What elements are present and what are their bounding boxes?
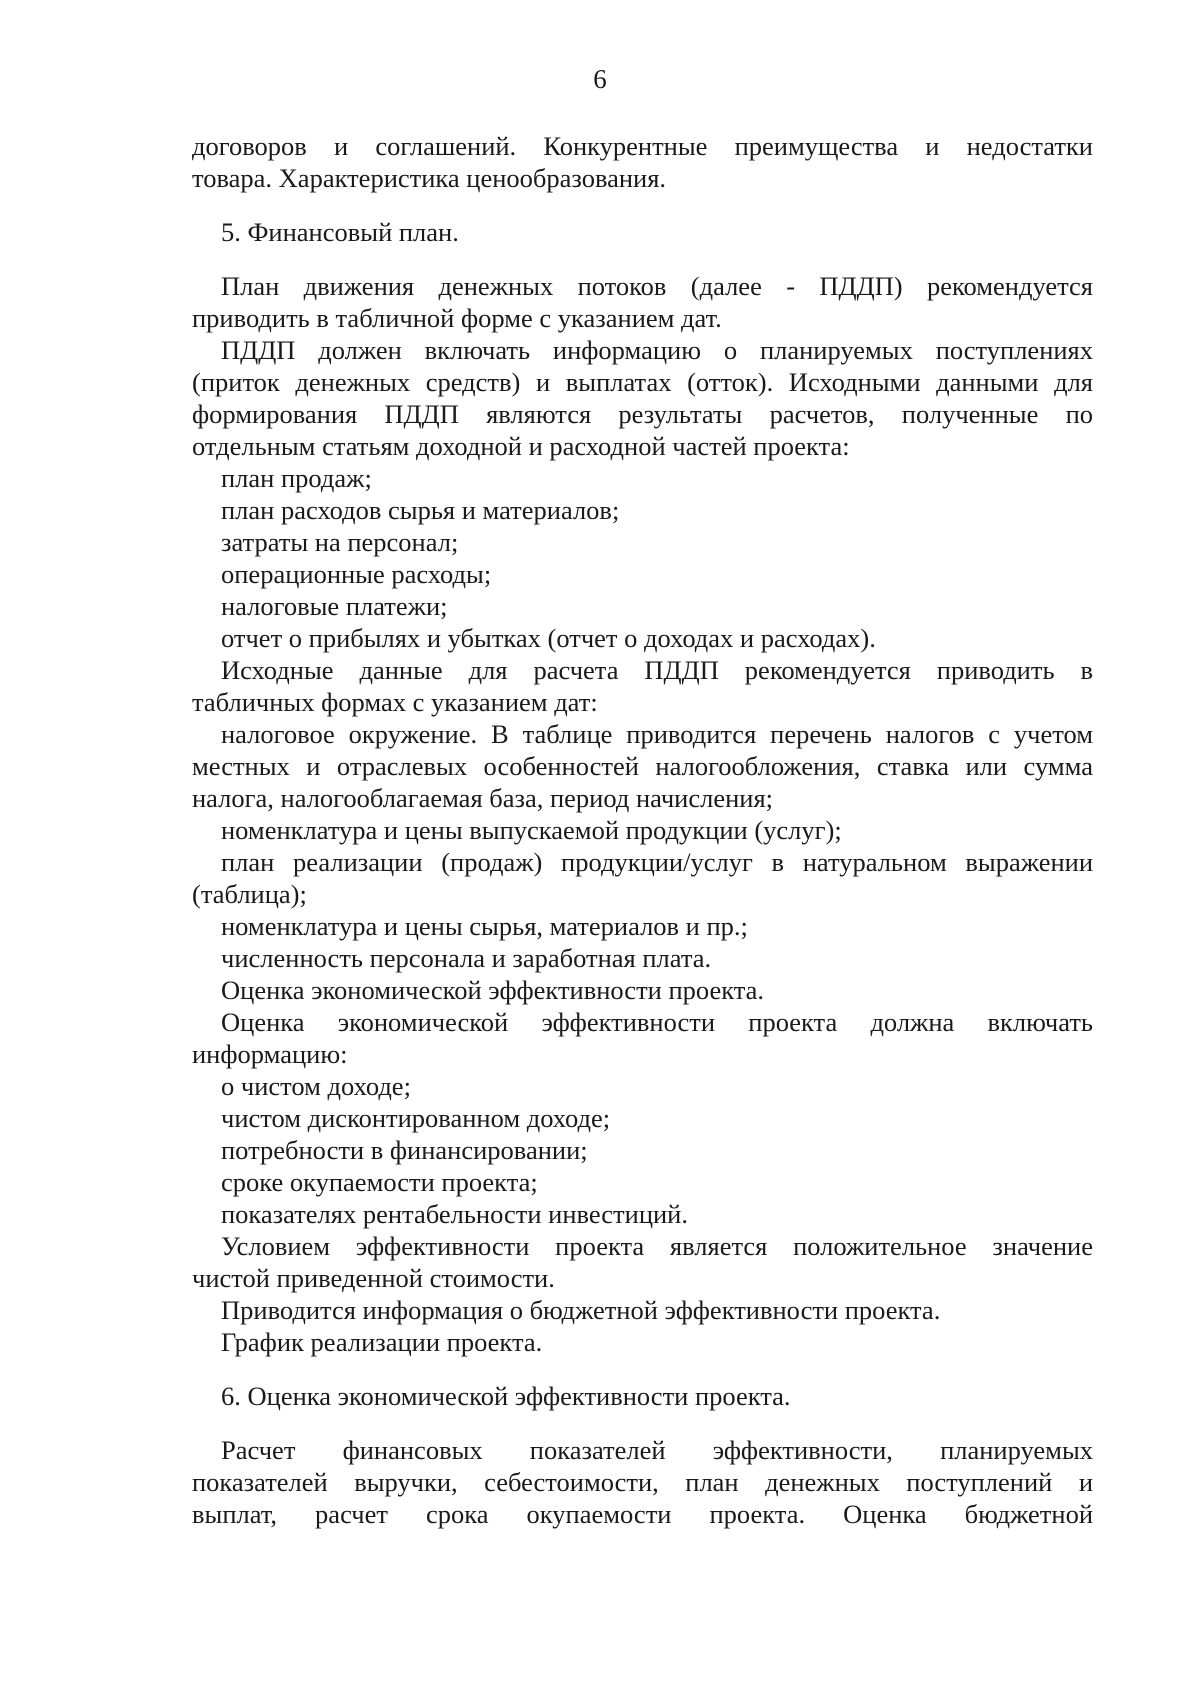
text-line: (приток денежных средств) и выплатах (отток). Исходными данными для bbox=[192, 367, 1093, 397]
text-line: местных и отраслевых особенностей налогообложения, ставка или сумма bbox=[192, 751, 1093, 781]
list-item: чистом дисконтированном доходе; bbox=[221, 1103, 611, 1133]
list-item: показателях рентабельности инвестиций. bbox=[221, 1199, 688, 1229]
list-item: отчет о прибылях и убытках (отчет о доходах и расходах). bbox=[221, 623, 876, 653]
text-line: Приводится информация о бюджетной эффективности проекта. bbox=[221, 1295, 941, 1325]
list-item: потребности в финансировании; bbox=[221, 1135, 588, 1165]
text-line: отдельным статьям доходной и расходной частей проекта: bbox=[192, 431, 850, 461]
text-line: ПДДП должен включать информацию о планируемых поступлениях bbox=[221, 335, 1093, 365]
text-line: показателей выручки, себестоимости, план денежных поступлений и bbox=[192, 1467, 1093, 1497]
section-heading-6: 6. Оценка экономической эффективности проекта. bbox=[221, 1381, 791, 1411]
list-item: налоговые платежи; bbox=[221, 591, 448, 621]
text-line: налога, налогооблагаемая база, период начисления; bbox=[192, 783, 774, 813]
list-item: план расходов сырья и материалов; bbox=[221, 495, 620, 525]
list-item: план реализации (продаж) продукции/услуг в натуральном выражении bbox=[221, 847, 1093, 877]
page-number: 6 bbox=[593, 64, 607, 94]
text-line: План движения денежных потоков (далее - ПДДП) рекомендуется bbox=[221, 271, 1093, 301]
text-line: договоров и соглашений. Конкурентные преимущества и недостатки bbox=[192, 131, 1093, 161]
list-item: численность персонала и заработная плата. bbox=[221, 943, 712, 973]
list-item: план продаж; bbox=[221, 463, 372, 493]
list-item: номенклатура и цены сырья, материалов и пр.; bbox=[221, 911, 748, 941]
list-item: операционные расходы; bbox=[221, 559, 492, 589]
section-heading-5: 5. Финансовый план. bbox=[221, 217, 459, 247]
text-line: выплат, расчет срока окупаемости проекта. Оценка бюджетной bbox=[192, 1499, 1093, 1529]
list-item: номенклатура и цены выпускаемой продукции (услуг); bbox=[221, 815, 842, 845]
text-line: Оценка экономической эффективности проекта должна включать bbox=[221, 1007, 1093, 1037]
text-line: Оценка экономической эффективности проекта. bbox=[221, 975, 765, 1005]
list-item: затраты на персонал; bbox=[221, 527, 459, 557]
text-line: табличных формах с указанием дат: bbox=[192, 687, 598, 717]
text-line: График реализации проекта. bbox=[221, 1327, 543, 1357]
text-line: приводить в табличной форме с указанием дат. bbox=[192, 303, 722, 333]
text-line: (таблица); bbox=[192, 879, 307, 909]
text-line: Расчет финансовых показателей эффективности, планируемых bbox=[221, 1435, 1093, 1465]
text-line: информацию: bbox=[192, 1039, 348, 1069]
text-line: Условием эффективности проекта является положительное значение bbox=[221, 1231, 1093, 1261]
text-line: чистой приведенной стоимости. bbox=[192, 1263, 555, 1293]
text-line: Исходные данные для расчета ПДДП рекомендуется приводить в bbox=[221, 655, 1093, 685]
list-item: сроке окупаемости проекта; bbox=[221, 1167, 538, 1197]
list-item: о чистом доходе; bbox=[221, 1071, 411, 1101]
list-item: налоговое окружение. В таблице приводится перечень налогов с учетом bbox=[221, 719, 1093, 749]
document-body bbox=[192, 130, 1093, 1530]
text-line: товара. Характеристика ценообразования. bbox=[192, 163, 667, 193]
text-line: формирования ПДДП являются результаты расчетов, полученные по bbox=[192, 399, 1093, 429]
